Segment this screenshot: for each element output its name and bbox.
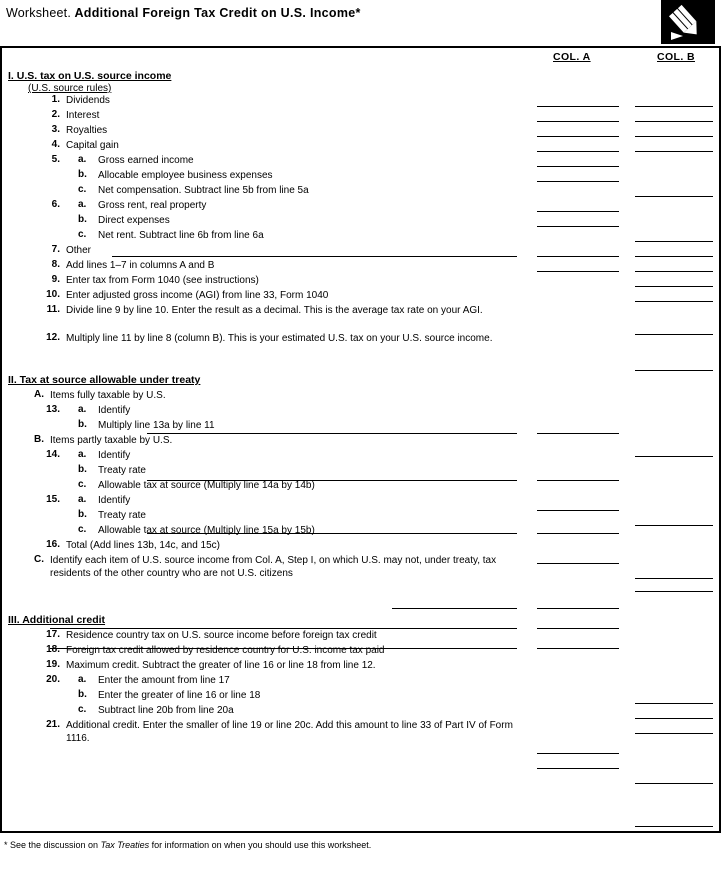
answer-rule-b-21[interactable] [635, 826, 713, 827]
group-c-text: Identify each item of U.S. source income from Col. A, Step I, on which U.S. may not, under treaty, tax residents of the other country who are not U.S. citizens [50, 555, 497, 579]
answer-rule-a-5a[interactable] [537, 166, 619, 167]
pencil-icon [661, 0, 715, 44]
answer-rule-b-8[interactable] [635, 271, 713, 272]
answer-rule-a-13a[interactable] [537, 433, 619, 434]
answer-rule-b-13b[interactable] [635, 456, 713, 457]
column-a-header: COL. A [553, 51, 591, 63]
line-5c-label: c. [78, 184, 87, 195]
page-title [6, 6, 361, 20]
line-14b-text: Treaty rate [98, 465, 146, 476]
fill-line-7[interactable] [112, 256, 517, 257]
line-14a-label: a. [78, 449, 87, 460]
answer-rule-b-3[interactable] [635, 136, 713, 137]
line-3-number: 3. [51, 124, 60, 135]
line-14a-text: Identify [98, 450, 131, 461]
fill-line-14a[interactable] [147, 480, 517, 481]
answer-rule-b-12[interactable] [635, 370, 713, 371]
fill-line-13a[interactable] [147, 433, 517, 434]
section-2-heading: II. Tax at source allowable under treaty [8, 374, 201, 386]
line-13a [2, 404, 719, 419]
line-14c-label: c. [78, 479, 87, 490]
line-21-text: Additional credit. Enter the smaller of line 19 or line 20c. Add this amount to line 33 of Part IV of Form 1116. [66, 720, 513, 744]
fill-line-15a[interactable] [147, 533, 517, 534]
line-20b [2, 689, 719, 704]
line-16 [2, 539, 719, 554]
answer-rule-b-5c[interactable] [635, 196, 713, 197]
group-a-text: Items fully taxable by U.S. [50, 390, 166, 401]
line-9 [2, 274, 719, 289]
footnote-lead: * See the discussion on [4, 840, 101, 850]
line-17-number: 17. [46, 629, 60, 640]
line-5-number: 5. [51, 154, 60, 165]
line-13-number: 13. [46, 404, 60, 415]
line-16-number: 16. [46, 539, 60, 550]
answer-rule-a-2[interactable] [537, 121, 619, 122]
line-20-number: 20. [46, 674, 60, 685]
answer-rule-a-3[interactable] [537, 136, 619, 137]
line-20b-text: Enter the greater of line 16 or line 18 [98, 690, 261, 701]
group-b-letter: B. [34, 434, 44, 445]
line-9-text: Enter tax from Form 1040 (see instructions) [66, 275, 259, 286]
answer-rule-a-6a[interactable] [537, 211, 619, 212]
answer-rule-b-19[interactable] [635, 733, 713, 734]
answer-rule-a-20b[interactable] [537, 768, 619, 769]
line-1-number: 1. [51, 94, 60, 105]
line-20a-label: a. [78, 674, 87, 685]
line-15c-text: Allowable tax at source (Multiply line 15a by 15b) [98, 525, 315, 536]
line-13a-label: a. [78, 404, 87, 415]
line-13a-text: Identify [98, 405, 131, 416]
answer-rule-a-15b[interactable] [537, 563, 619, 564]
line-4-number: 4. [51, 139, 60, 150]
line-19-number: 19. [46, 659, 60, 670]
line-5b-text: Allocable employee business expenses [98, 170, 273, 181]
line-10-text: Enter adjusted gross income (AGI) from line 33, Form 1040 [66, 290, 329, 301]
line-14a [2, 449, 719, 464]
line-5c [2, 184, 719, 199]
line-6c [2, 229, 719, 244]
line-5b-label: b. [78, 169, 87, 180]
line-6-number: 6. [51, 199, 60, 210]
line-12-text: Multiply line 11 by line 8 (column B). This is your estimated U.S. tax on your U.S. source income. [66, 333, 493, 344]
line-4-text: Capital gain [66, 140, 119, 151]
line-12 [2, 332, 719, 360]
line-6b-label: b. [78, 214, 87, 225]
line-9-number: 9. [51, 274, 60, 285]
line-6c-label: c. [78, 229, 87, 240]
worksheet-body [0, 48, 721, 833]
group-c [2, 554, 719, 584]
line-20c-text: Subtract line 20b from line 20a [98, 705, 234, 716]
answer-rule-b-11[interactable] [635, 334, 713, 335]
answer-rule-a-c3[interactable] [537, 648, 619, 649]
line-7-text: Other [66, 245, 92, 256]
line-14c-text: Allowable tax at source (Multiply line 14a by 14b) [98, 480, 315, 491]
answer-rule-a-20a[interactable] [537, 753, 619, 754]
line-17-text: Residence country tax on U.S. source income before foreign tax credit [66, 630, 377, 641]
line-11-text: Divide line 9 by line 10. Enter the result as a decimal. This is the average tax rate on your AGI. [66, 305, 483, 316]
group-b [2, 434, 719, 449]
fill-group-c-2[interactable] [50, 628, 517, 629]
line-15c [2, 524, 719, 539]
line-15c-label: c. [78, 524, 87, 535]
answer-rule-a-5b[interactable] [537, 181, 619, 182]
worksheet-title: Additional Foreign Tax Credit on U.S. Income* [74, 6, 361, 20]
line-20a-text: Enter the amount from line 17 [98, 675, 230, 686]
answer-rule-a-14a[interactable] [537, 480, 619, 481]
line-1-text: Dividends [66, 95, 110, 106]
line-15b [2, 509, 719, 524]
worksheet-label: Worksheet. [6, 6, 71, 20]
column-b-header: COL. B [657, 51, 695, 63]
line-14b-label: b. [78, 464, 87, 475]
fill-group-c-3[interactable] [50, 648, 517, 649]
line-8-number: 8. [51, 259, 60, 270]
answer-rule-b-1[interactable] [635, 106, 713, 107]
answer-rule-b-7[interactable] [635, 256, 713, 257]
footnote [4, 840, 371, 850]
line-6c-text: Net rent. Subtract line 6b from line 6a [98, 230, 264, 241]
line-6a-text: Gross rent, real property [98, 200, 207, 211]
line-21-number: 21. [46, 719, 60, 730]
line-7-number: 7. [51, 244, 60, 255]
line-20c-label: c. [78, 704, 87, 715]
answer-rule-b-14c[interactable] [635, 525, 713, 526]
line-10-number: 10. [46, 289, 60, 300]
line-20a [2, 674, 719, 689]
line-15a-text: Identify [98, 495, 131, 506]
line-11 [2, 304, 719, 332]
line-10 [2, 289, 719, 304]
line-5a-label: a. [78, 154, 87, 165]
line-18-text: Foreign tax credit allowed by residence country for U.S. income tax paid [66, 645, 385, 656]
line-20c [2, 704, 719, 719]
answer-rule-b-15c[interactable] [635, 578, 713, 579]
answer-rule-a-15a[interactable] [537, 533, 619, 534]
answer-rule-a-1[interactable] [537, 106, 619, 107]
answer-rule-a-8[interactable] [537, 271, 619, 272]
line-5a-text: Gross earned income [98, 155, 194, 166]
line-3-text: Royalties [66, 125, 108, 136]
line-13b [2, 419, 719, 434]
line-18-number: 18. [46, 644, 60, 655]
line-15b-label: b. [78, 509, 87, 520]
group-c-letter: C. [34, 554, 44, 565]
line-2-text: Interest [66, 110, 100, 121]
group-a [2, 389, 719, 404]
answer-rule-a-6b[interactable] [537, 226, 619, 227]
line-5c-text: Net compensation. Subtract line 5b from line 5a [98, 185, 309, 196]
line-21 [2, 719, 719, 747]
footnote-italic: Tax Treaties [100, 840, 150, 850]
answer-rule-b-10[interactable] [635, 301, 713, 302]
line-18 [2, 644, 719, 659]
fill-group-c-1[interactable] [392, 608, 517, 609]
line-16-text: Total (Add lines 13b, 14c, and 15c) [66, 540, 220, 551]
footnote-tail: for information on when you should use this worksheet. [149, 840, 372, 850]
line-14c [2, 479, 719, 494]
answer-rule-b-4[interactable] [635, 151, 713, 152]
line-19-text: Maximum credit. Subtract the greater of line 16 or line 18 from line 12. [66, 660, 376, 671]
column-headers [2, 48, 719, 68]
line-8-text: Add lines 1–7 in columns A and B [66, 260, 215, 271]
line-15a [2, 494, 719, 509]
line-6a-label: a. [78, 199, 87, 210]
answer-rule-a-7[interactable] [537, 256, 619, 257]
section-1-subnote: (U.S. source rules) [28, 83, 112, 94]
line-13b-label: b. [78, 419, 87, 430]
group-a-letter: A. [34, 389, 44, 400]
answer-rule-b-6c[interactable] [635, 241, 713, 242]
line-14-number: 14. [46, 449, 60, 460]
answer-rule-b-16[interactable] [635, 591, 713, 592]
worksheet-header [0, 0, 721, 48]
answer-rule-b-20c[interactable] [635, 783, 713, 784]
answer-rule-a-c2[interactable] [537, 628, 619, 629]
line-12-number: 12. [46, 332, 60, 343]
answer-rule-b-2[interactable] [635, 121, 713, 122]
answer-rule-b-17[interactable] [635, 703, 713, 704]
line-17 [2, 629, 719, 644]
section-1-heading: I. U.S. tax on U.S. source income [8, 70, 172, 82]
line-19 [2, 659, 719, 674]
line-14b [2, 464, 719, 479]
answer-rule-b-18[interactable] [635, 718, 713, 719]
answer-rule-a-c1[interactable] [537, 608, 619, 609]
line-20b-label: b. [78, 689, 87, 700]
answer-rule-a-4[interactable] [537, 151, 619, 152]
line-13b-text: Multiply line 13a by line 11 [98, 420, 215, 431]
answer-rule-b-9[interactable] [635, 286, 713, 287]
line-15a-label: a. [78, 494, 87, 505]
line-2-number: 2. [51, 109, 60, 120]
line-6b-text: Direct expenses [98, 215, 170, 226]
section-3-heading: III. Additional credit [8, 614, 106, 626]
line-15-number: 15. [46, 494, 60, 505]
line-11-number: 11. [46, 304, 60, 315]
line-15b-text: Treaty rate [98, 510, 146, 521]
answer-rule-a-14b[interactable] [537, 510, 619, 511]
group-b-text: Items partly taxable by U.S. [50, 435, 173, 446]
